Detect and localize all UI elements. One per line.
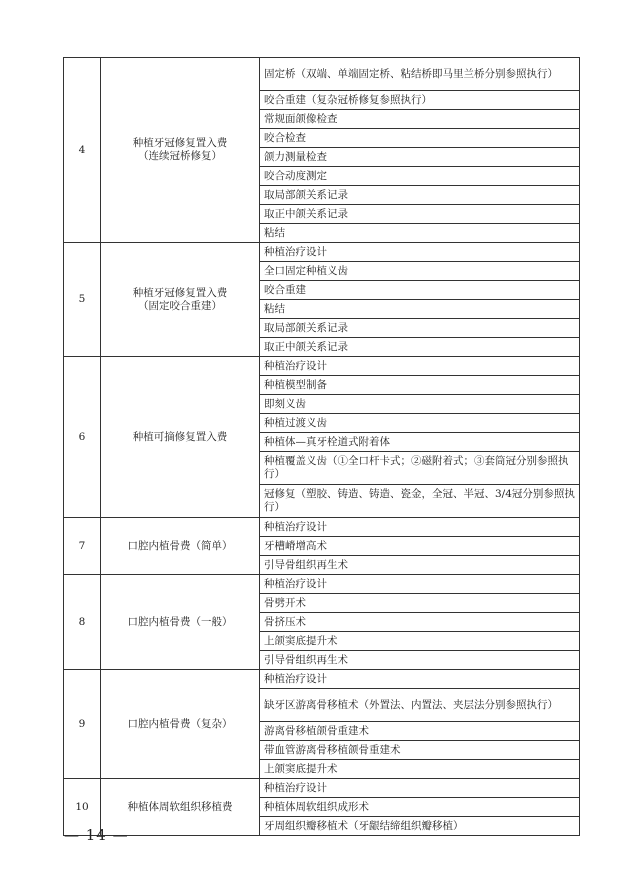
service-content-cell: 种植覆盖义齿（①全口杆卡式；②磁附着式；③套筒冠分别参照执行）	[260, 452, 580, 485]
fee-item-name: 种植牙冠修复置入费 （固定咬合重建）	[101, 243, 260, 357]
table-row	[64, 518, 580, 537]
service-content-cell: 取正中颌关系记录	[260, 338, 580, 357]
fee-item-name: 种植体周软组织移植费	[101, 779, 260, 836]
table-row	[64, 58, 580, 91]
service-content-cell: 上颌窦底提升术	[260, 632, 580, 651]
service-content-cell: 牙槽嵴增高术	[260, 537, 580, 556]
table-row	[64, 779, 580, 798]
service-content-cell: 种植治疗设计	[260, 357, 580, 376]
service-content-cell: 种植治疗设计	[260, 243, 580, 262]
fee-item-name: 口腔内植骨费（一般）	[101, 575, 260, 670]
service-content-cell: 取正中颌关系记录	[260, 205, 580, 224]
service-content-cell: 牙周组织瓣移植术（牙龈结缔组织瓣移植）	[260, 817, 580, 836]
service-content-cell: 缺牙区游离骨移植术（外置法、内置法、夹层法分别参照执行）	[260, 689, 580, 722]
service-content-cell: 种植治疗设计	[260, 575, 580, 594]
service-content-cell: 取局部颌关系记录	[260, 186, 580, 205]
service-content-cell: 种植过渡义齿	[260, 414, 580, 433]
row-number: 6	[64, 357, 101, 518]
service-content-cell: 种植体周软组织成形术	[260, 798, 580, 817]
service-content-cell: 引导骨组织再生术	[260, 651, 580, 670]
service-content-cell: 咬合动度测定	[260, 167, 580, 186]
service-content-cell: 种植治疗设计	[260, 670, 580, 689]
service-content-cell: 骨挤压术	[260, 613, 580, 632]
service-content-cell: 上颌窦底提升术	[260, 760, 580, 779]
service-content-cell: 粘结	[260, 300, 580, 319]
page-number: — 14 —	[64, 826, 129, 844]
service-content-cell: 咬合重建（复杂冠桥修复参照执行）	[260, 91, 580, 110]
service-content-cell: 种植模型制备	[260, 376, 580, 395]
row-number: 4	[64, 58, 101, 243]
row-number: 8	[64, 575, 101, 670]
service-content-cell: 种植体—真牙栓道式附着体	[260, 433, 580, 452]
service-content-cell: 取局部颌关系记录	[260, 319, 580, 338]
fee-item-name: 种植牙冠修复置入费 （连续冠桥修复）	[101, 58, 260, 243]
service-content-cell: 全口固定种植义齿	[260, 262, 580, 281]
fee-item-name: 种植可摘修复置入费	[101, 357, 260, 518]
fee-item-name: 口腔内植骨费（复杂）	[101, 670, 260, 779]
table-row	[64, 243, 580, 262]
row-number: 10	[64, 779, 101, 836]
service-content-cell: 固定桥（双端、单端固定桥、粘结桥即马里兰桥分别参照执行）	[260, 58, 580, 91]
fee-item-name: 口腔内植骨费（简单）	[101, 518, 260, 575]
fee-table-section	[63, 57, 580, 836]
fee-table	[63, 57, 580, 836]
table-row	[64, 575, 580, 594]
row-number: 7	[64, 518, 101, 575]
service-content-cell: 常规面颌像检查	[260, 110, 580, 129]
row-number: 5	[64, 243, 101, 357]
service-content-cell: 颌力测量检查	[260, 148, 580, 167]
service-content-cell: 种植治疗设计	[260, 518, 580, 537]
service-content-cell: 冠修复（塑胶、铸造、铸造、瓷金，全冠、半冠、3/4冠分别参照执行）	[260, 485, 580, 518]
table-row	[64, 670, 580, 689]
service-content-cell: 粘结	[260, 224, 580, 243]
service-content-cell: 引导骨组织再生术	[260, 556, 580, 575]
service-content-cell: 骨劈开术	[260, 594, 580, 613]
service-content-cell: 即刻义齿	[260, 395, 580, 414]
service-content-cell: 咬合重建	[260, 281, 580, 300]
service-content-cell: 种植治疗设计	[260, 779, 580, 798]
service-content-cell: 咬合检查	[260, 129, 580, 148]
service-content-cell: 带血管游离骨移植颌骨重建术	[260, 741, 580, 760]
row-number: 9	[64, 670, 101, 779]
table-row	[64, 357, 580, 376]
service-content-cell: 游离骨移植颌骨重建术	[260, 722, 580, 741]
